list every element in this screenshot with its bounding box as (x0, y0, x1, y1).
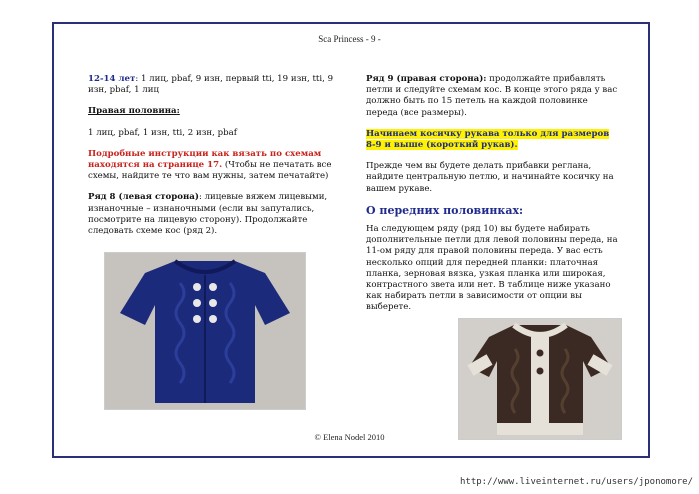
row-9-text: продолжайте прибавлять петли и следуйте схемам кос. В конце этого ряда у вас должно быть по 15 петель на каждой половинке переда (все размеры). (366, 74, 618, 118)
highlighted-note: Начинаем косичку рукава только для размеров 8-9 и выше (короткий рукав). (366, 128, 610, 151)
detail-rest-text: (Чтобы не печатать все схемы, найдите те что вам нужны, затем печатайте) (88, 160, 332, 182)
raglan-note: Прежде чем вы будете делать прибавки реглана, найдите центральную петлю, и начинайте косичку на вашем рукаве. (366, 161, 614, 194)
brown-cardigan-image (459, 319, 621, 439)
brown-cardigan-photo (458, 318, 622, 440)
size-text: : 1 лиц, pbaf, 9 изн, первый tti, 19 изн, tti, 9 изн, pbaf, 1 лиц (88, 74, 334, 96)
front-halves-text: На следующем ряду (ряд 10) вы будете набирать дополнительные петли для левой половины переда, на 11-ом ряду для правой половины переда. У вас есть несколько опций для передней планки: платочная планка, зерновая вязка, узкая планка или широкая, контрастного звета или нет. В таблице ниже указано как набирать петли в зависимости от опции вы выберете. (366, 224, 618, 313)
row-8-instructions (88, 192, 346, 237)
size-12-14-instructions (88, 74, 346, 96)
right-half-title: Правая половина: (88, 106, 180, 117)
row-9-label: Ряд 9 (правая сторона): (366, 74, 487, 84)
size-label: 12-14 лет (88, 74, 136, 84)
front-halves-heading: О передних половинках: (366, 203, 524, 217)
blue-cardigan-image (105, 253, 305, 409)
detail-instructions (88, 149, 346, 183)
right-half-text: 1 лиц, pbaf, 1 изн, tti, 2 изн, pbaf (88, 127, 237, 138)
row-8-label: Ряд 8 (левая сторона) (88, 192, 199, 203)
detail-red-text: Подробные инструкции как вязать по схемам находятся на странице 17. (88, 148, 322, 171)
left-column (88, 74, 346, 247)
right-column (366, 74, 620, 324)
sleeve-cable-note (366, 129, 620, 151)
row-8-text: : лицевые вяжем лицевыми, изнаночные – изнаночными (если вы запутались, посмотрите на лицевую сторону). Продолжайте следовать схеме кос (ряд 2). (88, 192, 328, 237)
blue-cardigan-photo (104, 252, 306, 410)
source-watermark: http://www.liveinternet.ru/users/jponomore/ (460, 477, 693, 487)
copyright-footer: © Elena Nodel 2010 (314, 432, 385, 442)
row-9-instructions (366, 74, 620, 119)
page-header: Sca Princess - 9 - (318, 34, 381, 44)
